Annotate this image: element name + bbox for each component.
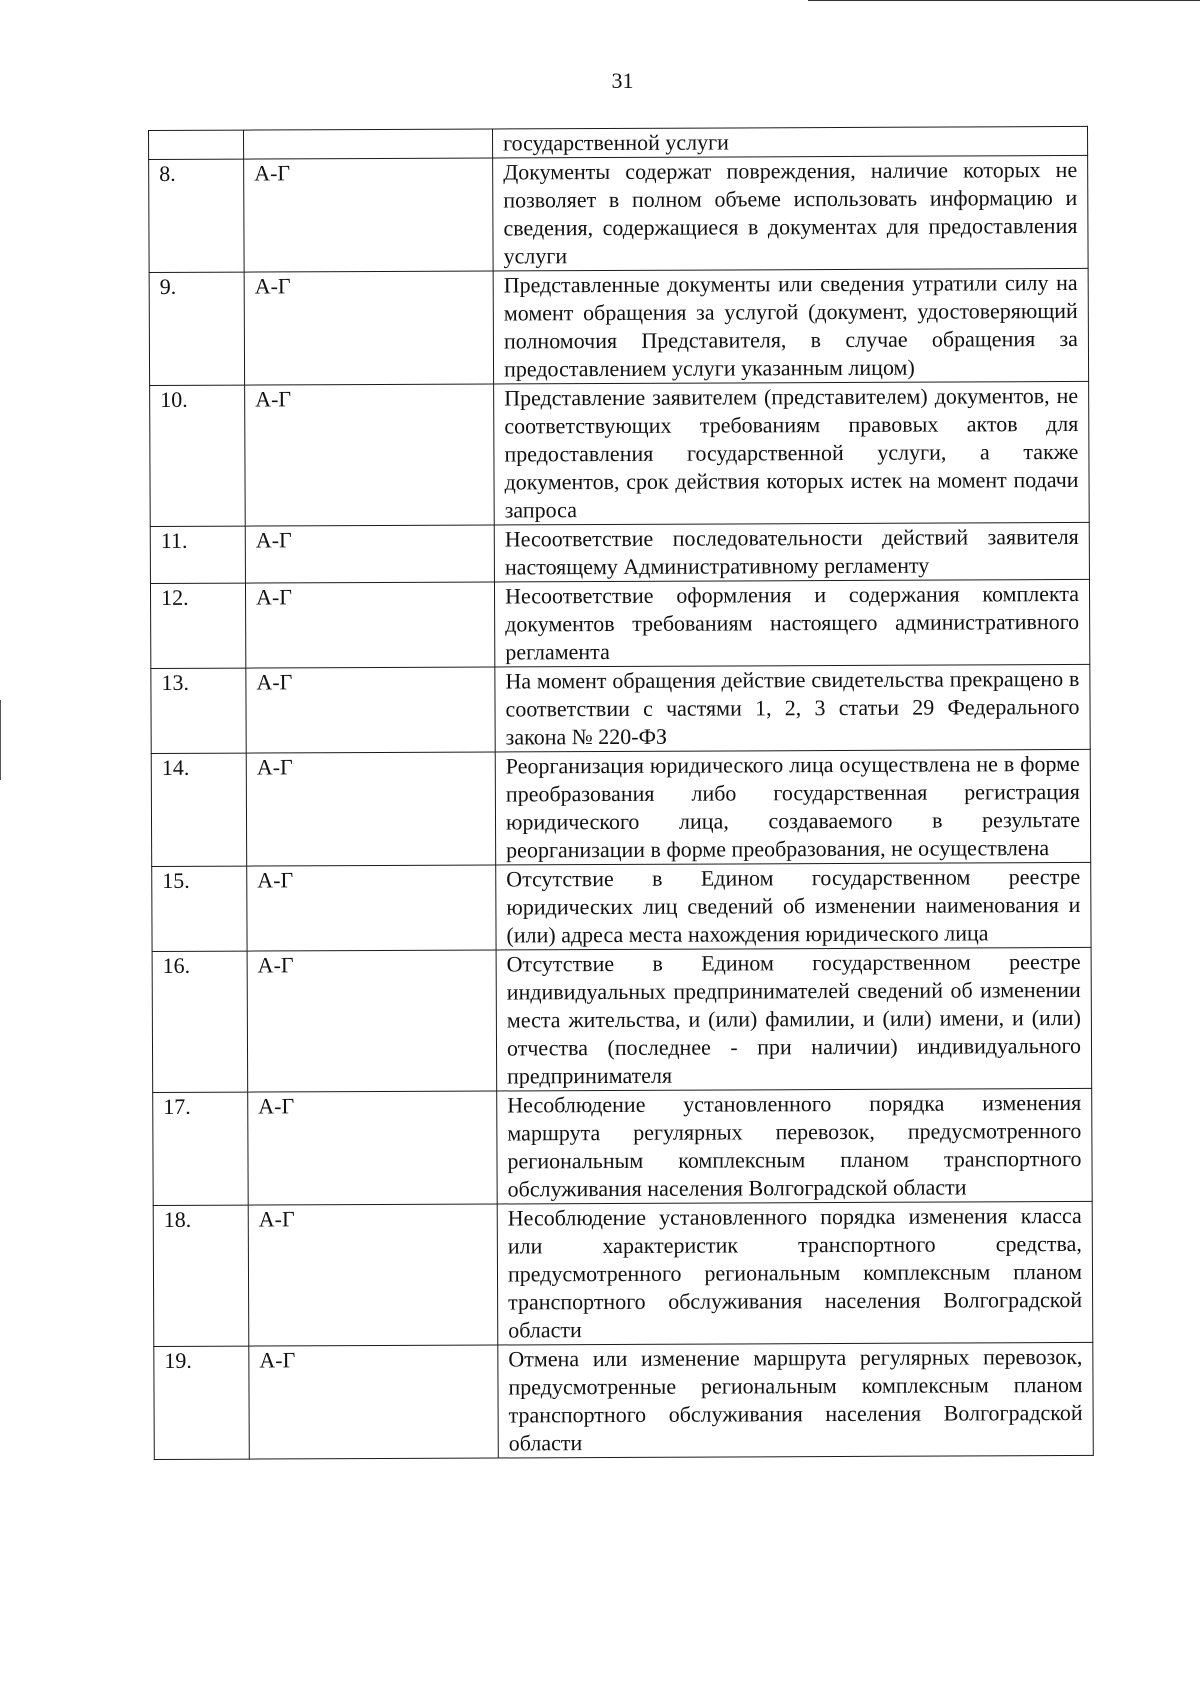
table-row — [150, 522, 1089, 583]
row-code: А-Г — [246, 667, 495, 753]
row-number: 15. — [152, 866, 247, 951]
row-text: Представленные документы или сведения утратили силу на момент обращения за услугой (документ, удостоверяющий полномочия Представителя, в случае обращения за предоставлением услуги указанным лицом) — [493, 268, 1088, 384]
row-text: Несоответствие оформления и содержания комплекта документов требованиям настоящего административного регламента — [494, 579, 1089, 667]
scan-margin-mark — [0, 700, 1, 780]
row-code: А-Г — [247, 865, 496, 951]
row-text: Несоответствие последовательности действий заявителя настоящему Административному регламенту — [494, 522, 1089, 582]
row-code: А-Г — [246, 752, 495, 866]
table-row — [154, 1342, 1093, 1459]
row-code: А-Г — [249, 1345, 498, 1459]
table-row — [149, 268, 1088, 385]
row-code: А-Г — [245, 384, 495, 526]
table-row — [153, 1088, 1092, 1205]
table-row — [152, 862, 1091, 951]
row-number: 14. — [151, 753, 246, 866]
row-text: Представление заявителем (представителем) документов, не соответствующих требованиям правовых актов для предоставления государственной услуги, а также документов, срок действия которых истек на момент подачи запроса — [494, 381, 1090, 525]
page-number: 31 — [611, 68, 634, 93]
table-row — [153, 1201, 1093, 1346]
row-code: А-Г — [247, 950, 497, 1092]
table-row — [149, 126, 1088, 159]
row-text: государственной услуги — [492, 126, 1087, 158]
table-row — [150, 381, 1090, 526]
row-number: 8. — [149, 159, 244, 272]
row-code: А-Г — [244, 158, 493, 272]
row-text: Несоблюдение установленного порядка изменения маршрута регулярных перевозок, предусмотренного региональным комплексным планом транспортного обслуживания населения Волгоградской области — [497, 1088, 1092, 1204]
table-row — [151, 664, 1090, 753]
row-number: 16. — [152, 951, 248, 1092]
row-code: А-Г — [244, 271, 493, 385]
table-row — [152, 947, 1092, 1092]
row-text: Несоблюдение установленного порядка изменения класса или характеристик транспортного средства, предусмотренного региональным комплексным планом транспортного обслуживания населения Волгоградской области — [497, 1201, 1093, 1345]
row-text: Реорганизация юридического лица осуществлена не в форме преобразования либо государственная регистрация юридического лица, создаваемого в результате реорганизации в форме преобразования, не осуществлена — [495, 749, 1090, 865]
row-text: Отмена или изменение маршрута регулярных перевозок, предусмотренные региональным комплексным планом транспортного обслуживания населения Волгоградской области — [498, 1342, 1093, 1458]
row-code — [244, 129, 493, 159]
table-row — [150, 579, 1089, 668]
scan-edge-line — [808, 0, 1200, 1]
row-number: 17. — [153, 1092, 248, 1205]
table-row — [151, 749, 1090, 866]
row-code: А-Г — [248, 1204, 498, 1346]
row-code: А-Г — [245, 582, 494, 668]
row-number — [149, 130, 244, 159]
row-text: Отсутствие в Едином государственном реестре юридических лиц сведений об изменении наименования и (или) адреса места нахождения юридического лица — [496, 862, 1091, 950]
row-number: 11. — [150, 526, 245, 583]
row-code: А-Г — [248, 1091, 497, 1205]
row-text: На момент обращения действие свидетельства прекращено в соответствии с частями 1, 2, 3 статьи 29 Федерального закона № 220-ФЗ — [495, 664, 1090, 752]
row-number: 18. — [153, 1205, 249, 1346]
refusal-grounds-table — [148, 126, 1094, 1460]
row-number: 10. — [150, 385, 246, 526]
row-number: 19. — [154, 1346, 249, 1459]
row-text: Отсутствие в Едином государственном реестре индивидуальных предпринимателей сведений об изменении места жительства, и (или) фамилии, и (или) имени, и (или) отчества (последнее - при наличии) индивидуального предпринимателя — [496, 947, 1092, 1091]
row-number: 9. — [149, 272, 244, 385]
row-text: Документы содержат повреждения, наличие которых не позволяет в полном объеме использовать информацию и сведения, содержащиеся в документах для предоставления услуги — [493, 155, 1088, 271]
row-number: 13. — [151, 668, 246, 753]
row-code: А-Г — [245, 525, 494, 583]
row-number: 12. — [150, 583, 245, 668]
table-row — [149, 155, 1088, 272]
